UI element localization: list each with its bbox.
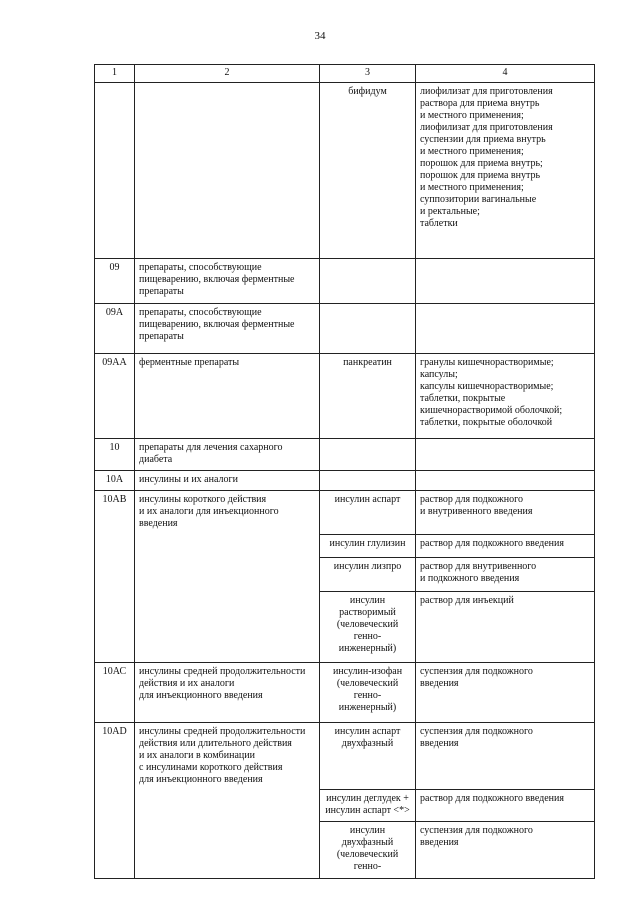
drug-name-cell [320, 304, 416, 354]
table-row [95, 723, 595, 790]
atc-code-cell [95, 558, 135, 592]
table-row [95, 821, 595, 878]
atc-code-cell [95, 821, 135, 878]
drug-name-cell: инсулин деглудек + инсулин аспарт <*> [320, 789, 416, 821]
column-header: 1 [95, 65, 135, 83]
drug-name-cell: инсулин аспарт [320, 491, 416, 535]
atc-code-cell: 09АА [95, 354, 135, 439]
atc-code-cell [95, 592, 135, 663]
atc-code-cell: 10AD [95, 723, 135, 790]
dosage-form-cell [416, 259, 595, 304]
atc-code-cell [95, 789, 135, 821]
dosage-form-cell: раствор для инъекций [416, 592, 595, 663]
atc-code-cell: 09 [95, 259, 135, 304]
drug-name-cell: инсулин-изофан (человеческий генно- инженерный) [320, 663, 416, 723]
table-row [95, 83, 595, 259]
dosage-form-cell: суспензия для подкожного введения [416, 821, 595, 878]
group-name-cell: препараты, способствующие пищеварению, включая ферментные препараты [135, 304, 320, 354]
drug-name-cell: бифидум [320, 83, 416, 259]
drug-name-cell: инсулин аспарт двухфазный [320, 723, 416, 790]
group-name-cell [135, 83, 320, 259]
column-header: 4 [416, 65, 595, 83]
group-name-cell: инсулины и их аналоги [135, 471, 320, 491]
dosage-form-cell: раствор для подкожного введения [416, 789, 595, 821]
dosage-form-cell [416, 304, 595, 354]
table-header-row [95, 65, 595, 83]
dosage-form-cell: лиофилизат для приготовления раствора для приема внутрь и местного применения; лиофилизат для приготовления суспензии для приема внутрь и местного применения; порошок для приема внутрь; порошок для приема внутрь и местного применения; суппозитории вагинальные и ректальные; таблетки [416, 83, 595, 259]
atc-code-cell: 10АС [95, 663, 135, 723]
table-row [95, 354, 595, 439]
dosage-form-cell: раствор для подкожного введения [416, 535, 595, 558]
page-number: 34 [314, 30, 326, 42]
drug-name-cell: инсулин двухфазный (человеческий генно- [320, 821, 416, 878]
table-row [95, 259, 595, 304]
table-row [95, 491, 595, 535]
group-name-cell [135, 821, 320, 878]
atc-code-cell: 10 [95, 439, 135, 471]
drug-name-cell: инсулин растворимый (человеческий генно- инженерный) [320, 592, 416, 663]
dosage-form-cell: суспензия для подкожного введения [416, 663, 595, 723]
dosage-form-cell: раствор для внутривенного и подкожного введения [416, 558, 595, 592]
table-row [95, 471, 595, 491]
atc-code-cell [95, 535, 135, 558]
drug-name-cell [320, 439, 416, 471]
group-name-cell [135, 535, 320, 558]
table-row [95, 592, 595, 663]
dosage-form-cell: суспензия для подкожного введения [416, 723, 595, 790]
group-name-cell: инсулины средней продолжительности действия или длительного действия и их аналоги в комбинации с инсулинами короткого действия для инъекционного введения [135, 723, 320, 790]
dosage-form-cell [416, 439, 595, 471]
drug-name-cell: панкреатин [320, 354, 416, 439]
table-row [95, 663, 595, 723]
group-name-cell: препараты, способствующие пищеварению, включая ферментные препараты [135, 259, 320, 304]
drug-name-cell [320, 471, 416, 491]
drug-table [94, 64, 595, 879]
group-name-cell [135, 789, 320, 821]
atc-code-cell: 10А [95, 471, 135, 491]
column-header: 3 [320, 65, 416, 83]
drug-name-cell: инсулин глулизин [320, 535, 416, 558]
table-row [95, 304, 595, 354]
group-name-cell: препараты для лечения сахарного диабета [135, 439, 320, 471]
atc-code-cell [95, 83, 135, 259]
dosage-form-cell: раствор для подкожного и внутривенного введения [416, 491, 595, 535]
drug-name-cell: инсулин лизпро [320, 558, 416, 592]
group-name-cell: инсулины короткого действия и их аналоги для инъекционного введения [135, 491, 320, 535]
column-header: 2 [135, 65, 320, 83]
table-row [95, 439, 595, 471]
atc-code-cell: 10АВ [95, 491, 135, 535]
atc-code-cell: 09А [95, 304, 135, 354]
dosage-form-cell [416, 471, 595, 491]
group-name-cell: ферментные препараты [135, 354, 320, 439]
group-name-cell [135, 592, 320, 663]
group-name-cell [135, 558, 320, 592]
table-row [95, 558, 595, 592]
table-row [95, 535, 595, 558]
group-name-cell: инсулины средней продолжительности действия и их аналоги для инъекционного введения [135, 663, 320, 723]
drug-name-cell [320, 259, 416, 304]
dosage-form-cell: гранулы кишечнорастворимые; капсулы; капсулы кишечнорастворимые; таблетки, покрытые кишечнорастворимой оболочкой; таблетки, покрытые оболочкой [416, 354, 595, 439]
table-row [95, 789, 595, 821]
